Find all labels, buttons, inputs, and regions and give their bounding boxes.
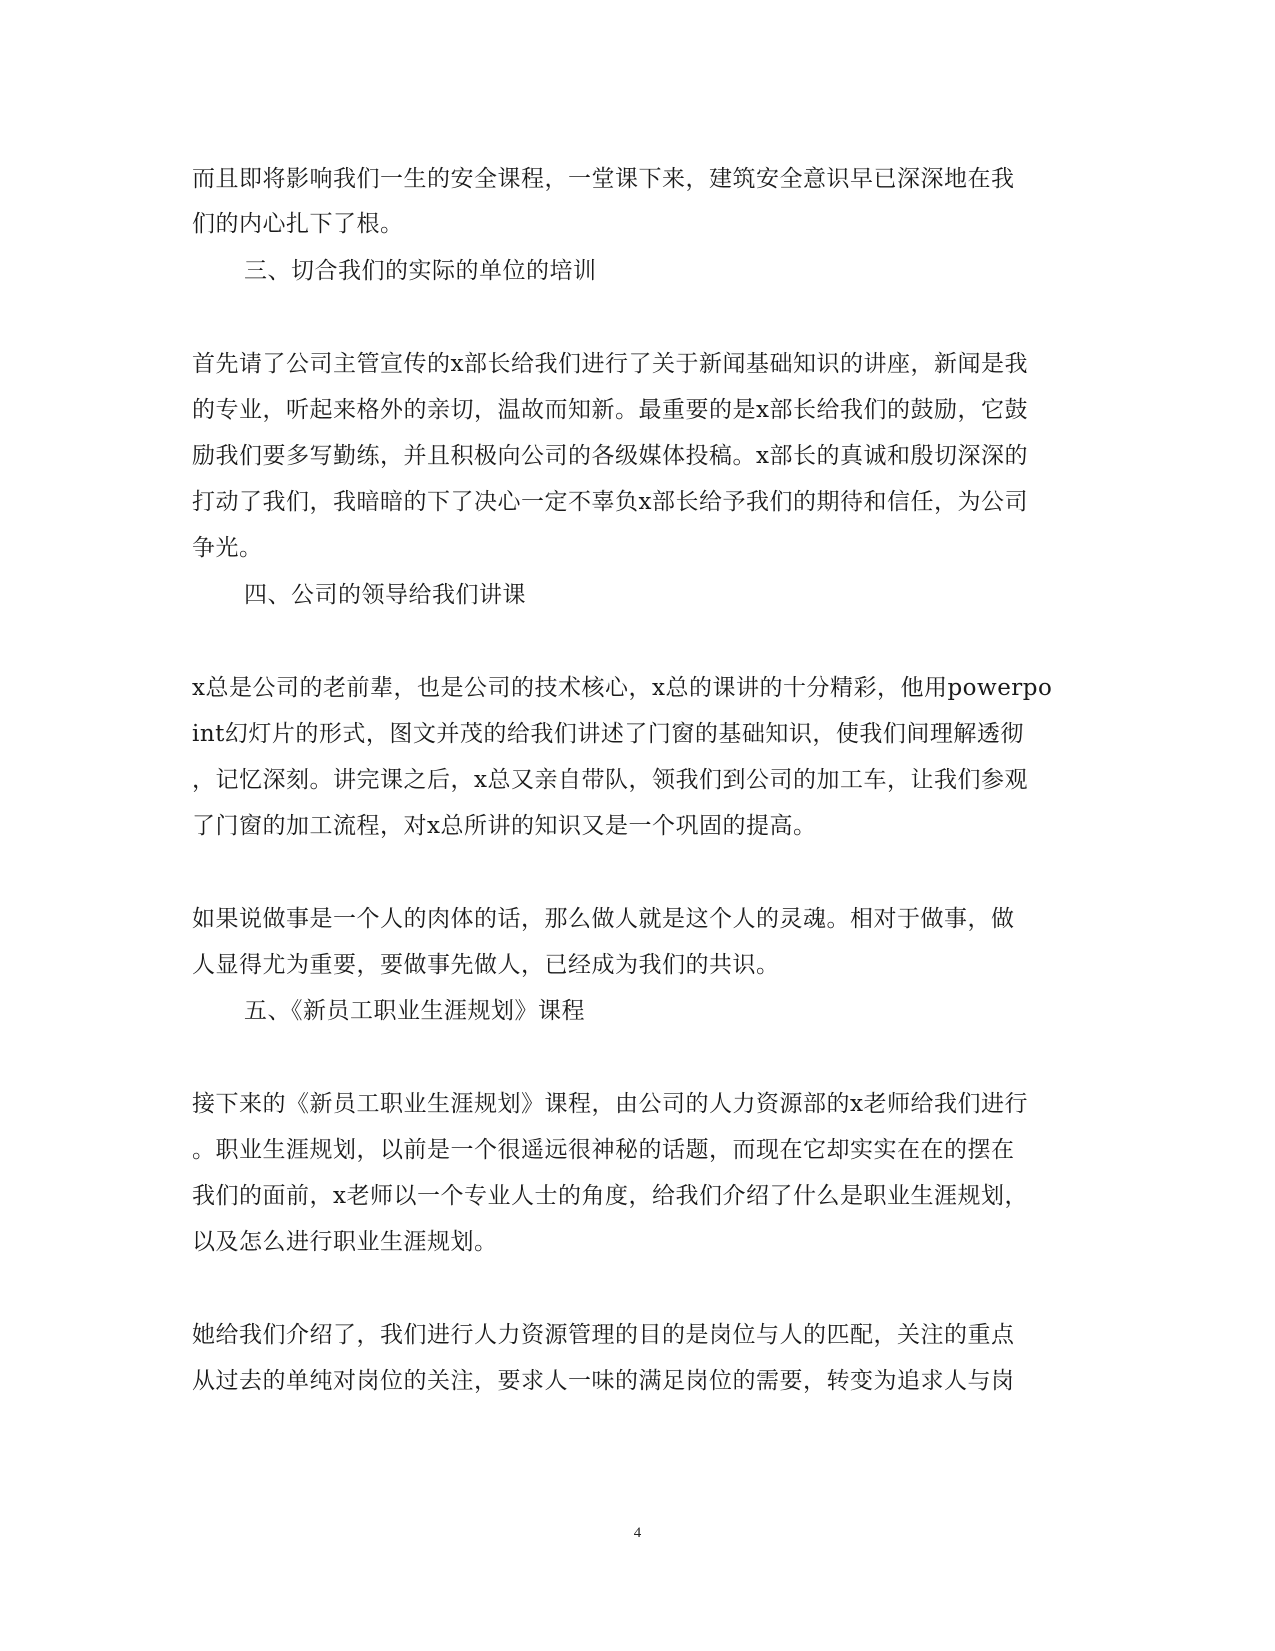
text-line: 首先请了公司主管宣传的x部长给我们进行了关于新闻基础知识的讲座，新闻是我	[192, 351, 1028, 377]
text-line: 接下来的《新员工职业生涯规划》课程，由公司的人力资源部的x老师给我们进行	[192, 1091, 1028, 1117]
text-line: int幻灯片的形式，图文并茂的给我们讲述了门窗的基础知识，使我们间理解透彻	[192, 721, 1024, 747]
text-line: 而且即将影响我们一生的安全课程，一堂课下来，建筑安全意识早已深深地在我	[192, 166, 1015, 192]
text-line: x总是公司的老前辈，也是公司的技术核心，x总的课讲的十分精彩，他用powerpo	[192, 675, 1053, 701]
text-line: 打动了我们，我暗暗的下了决心一定不辜负x部长给予我们的期待和信任，为公司	[192, 489, 1028, 515]
text-line: 从过去的单纯对岗位的关注，要求人一味的满足岗位的需要，转变为追求人与岗	[192, 1368, 1015, 1394]
text-line: 如果说做事是一个人的肉体的话，那么做人就是这个人的灵魂。相对于做事，做	[192, 906, 1015, 932]
page-number: 4	[633, 1525, 642, 1541]
text-line: 了门窗的加工流程，对x总所讲的知识又是一个巩固的提高。	[192, 813, 817, 839]
text-line: 她给我们介绍了，我们进行人力资源管理的目的是岗位与人的匹配，关注的重点	[192, 1322, 1015, 1348]
text-line: 的专业，听起来格外的亲切，温故而知新。最重要的是x部长给我们的鼓励，它鼓	[192, 397, 1028, 423]
text-line: 争光。	[192, 535, 263, 561]
section-heading-3: 三、切合我们的实际的单位的培训	[244, 258, 597, 284]
section-heading-4: 四、公司的领导给我们讲课	[244, 582, 526, 608]
text-line: 们的内心扎下了根。	[192, 211, 404, 237]
text-line: 。职业生涯规划，以前是一个很遥远很神秘的话题，而现在它却实实在在的摆在	[192, 1137, 1015, 1163]
text-line: 以及怎么进行职业生涯规划。	[192, 1229, 498, 1255]
text-line: ，记忆深刻。讲完课之后，x总又亲自带队，领我们到公司的加工车，让我们参观	[192, 767, 1028, 793]
text-line: 人显得尤为重要，要做事先做人，已经成为我们的共识。	[192, 952, 780, 978]
text-line: 我们的面前，x老师以一个专业人士的角度，给我们介绍了什么是职业生涯规划，	[192, 1183, 1028, 1209]
text-line: 励我们要多写勤练，并且积极向公司的各级媒体投稿。x部长的真诚和殷切深深的	[192, 443, 1028, 469]
section-heading-5: 五、《新员工职业生涯规划》课程	[244, 998, 585, 1024]
